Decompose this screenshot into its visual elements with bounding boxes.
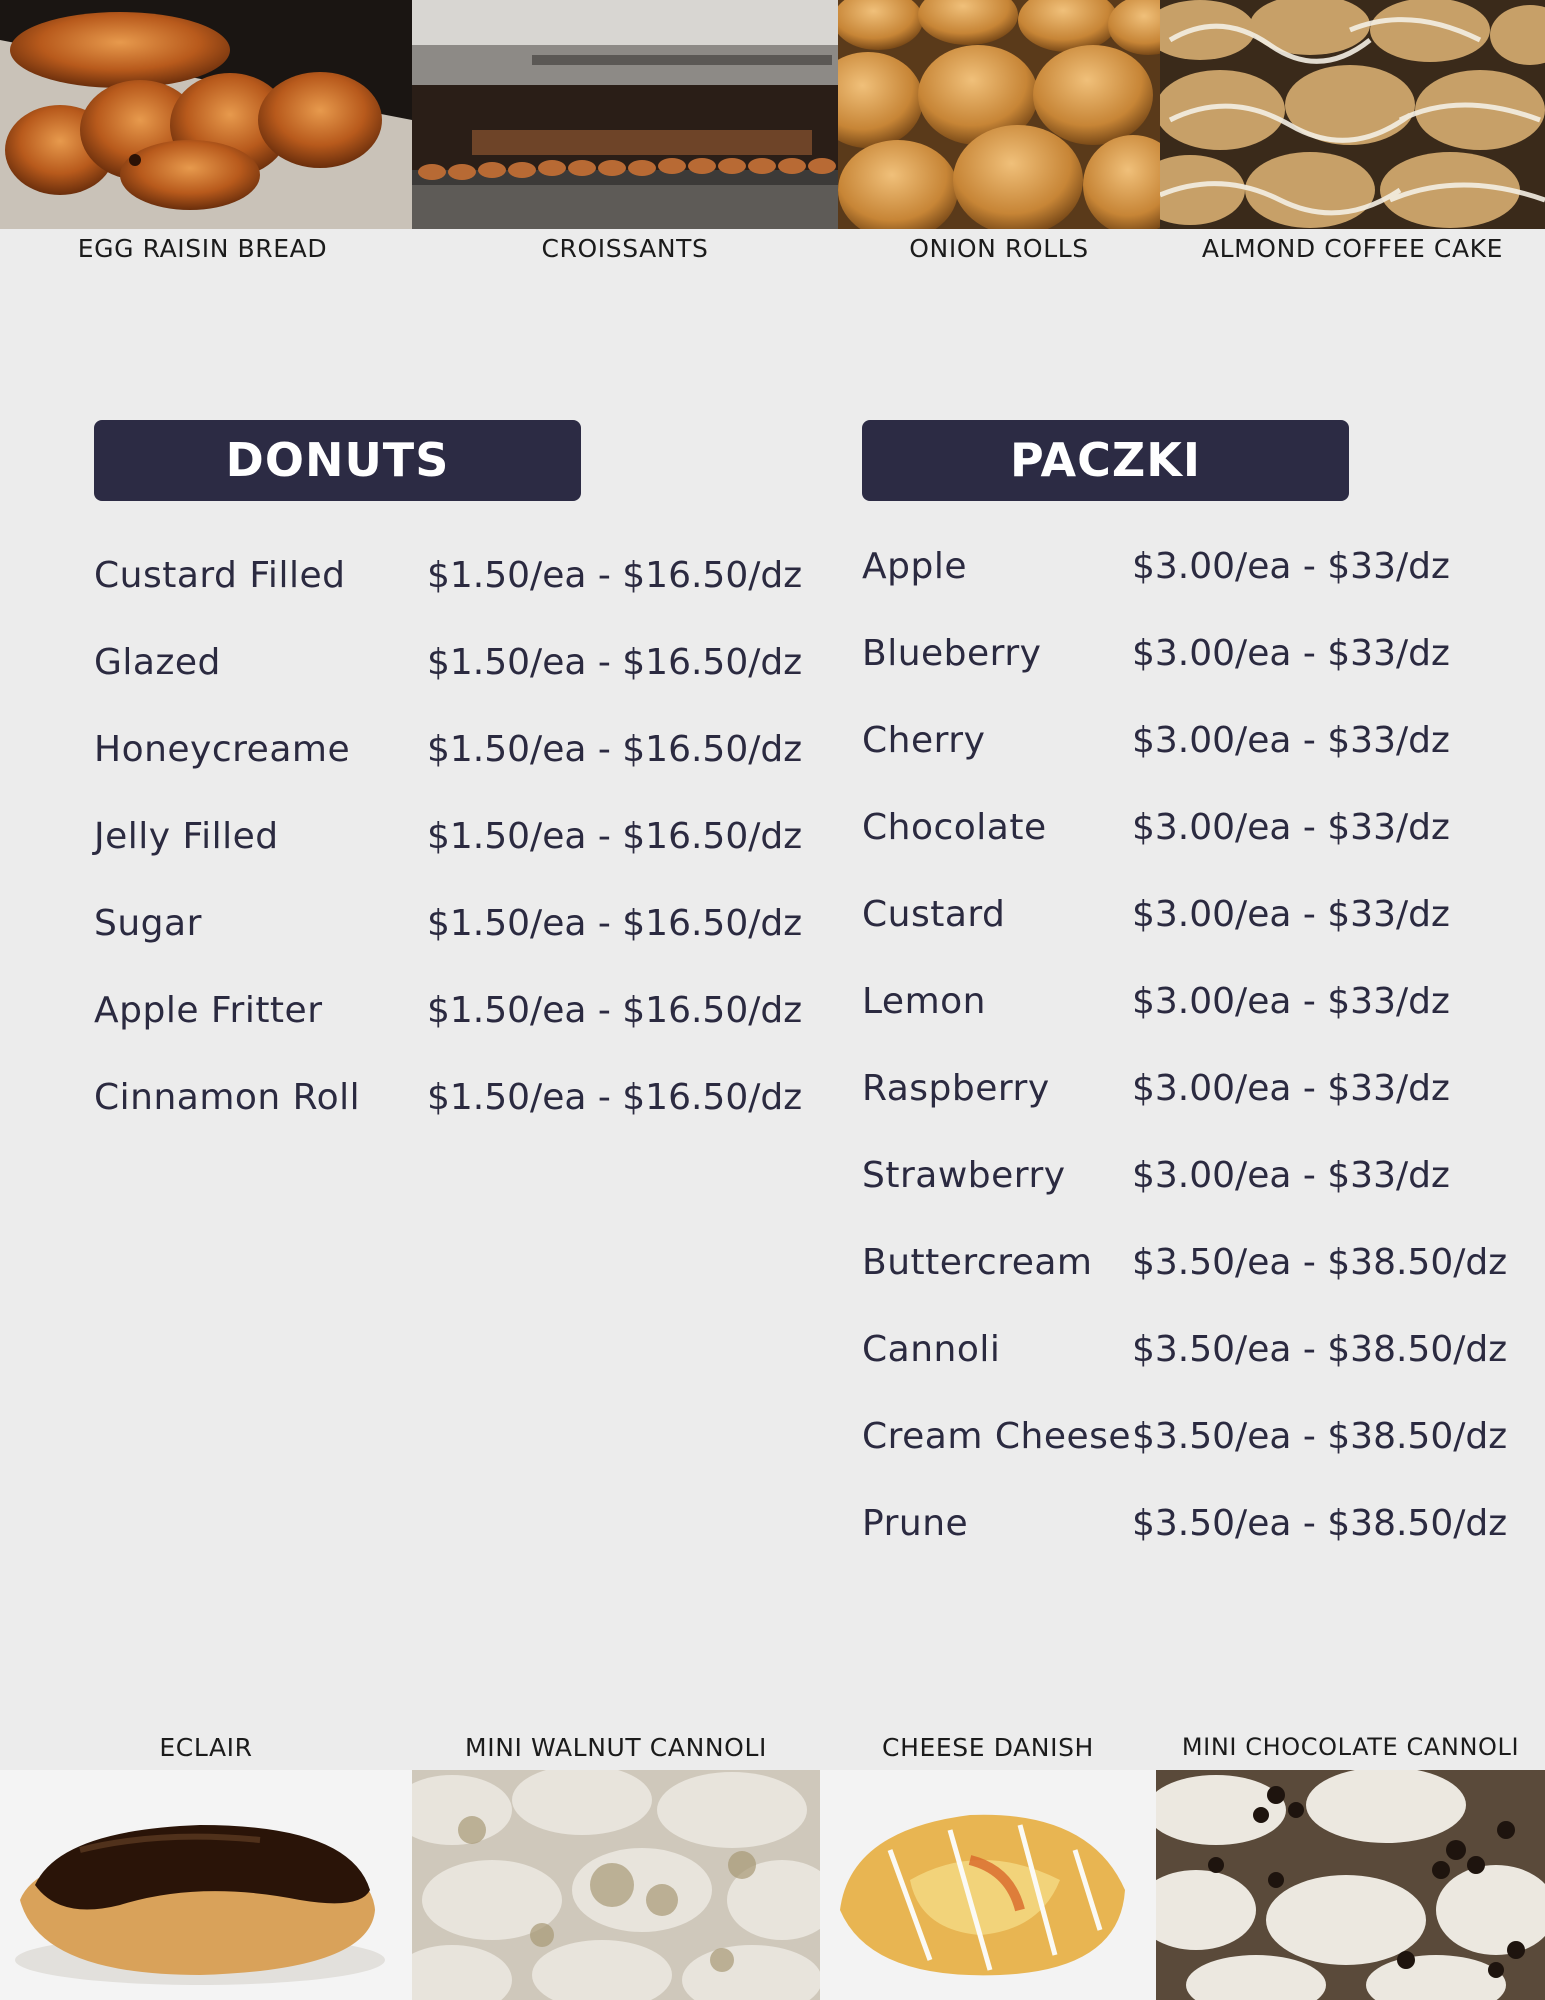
paczki-item-name: Strawberry <box>862 1155 1066 1196</box>
paczki-item-row <box>862 895 1502 982</box>
cheese-danish-photo <box>820 1770 1156 2000</box>
paczki-header: PACZKI <box>862 420 1349 501</box>
caption-eclair: ECLAIR <box>159 1733 253 1762</box>
caption-cheese-danish: CHEESE DANISH <box>882 1733 1094 1762</box>
paczki-item-name: Buttercream <box>862 1242 1093 1283</box>
paczki-item-name: Apple <box>862 546 967 587</box>
donut-item-price: $1.50/ea - $16.50/dz <box>427 729 803 770</box>
caption-mini-chocolate-cannoli: MINI CHOCOLATE CANNOLI <box>1181 1733 1520 1761</box>
paczki-item-row <box>862 1242 1508 1330</box>
donuts-menu-list <box>94 555 803 1165</box>
paczki-item-price: $3.00/ea - $33/dz <box>1132 546 1450 587</box>
paczki-item-row <box>862 808 1502 895</box>
donut-item-row <box>94 1077 803 1165</box>
paczki-item-name: Prune <box>862 1503 969 1544</box>
donut-item-row <box>94 729 803 817</box>
mini-walnut-cannoli-photo <box>412 1770 820 2000</box>
donut-item-row <box>94 642 803 730</box>
paczki-item-name: Chocolate <box>862 807 1047 848</box>
paczki-item-name: Cannoli <box>862 1329 1001 1370</box>
eclair-photo <box>0 1770 412 2000</box>
paczki-item-row <box>862 1156 1502 1243</box>
paczki-item-row <box>862 1069 1502 1156</box>
donut-item-price: $1.50/ea - $16.50/dz <box>427 642 803 683</box>
paczki-item-name: Cherry <box>862 720 986 761</box>
egg-raisin-bread-photo <box>0 0 412 229</box>
mini-chocolate-cannoli-photo <box>1156 1770 1545 2000</box>
paczki-item-row <box>862 1329 1508 1417</box>
donut-item-row <box>94 555 803 643</box>
paczki-menu-list <box>862 546 1508 1591</box>
paczki-item-price: $3.00/ea - $33/dz <box>1132 1068 1450 1109</box>
onion-rolls-photo <box>838 0 1160 229</box>
donut-item-row <box>94 990 803 1078</box>
donut-item-price: $1.50/ea - $16.50/dz <box>427 903 803 944</box>
paczki-item-price: $3.00/ea - $33/dz <box>1132 807 1450 848</box>
donut-item-price: $1.50/ea - $16.50/dz <box>427 1077 803 1118</box>
paczki-item-name: Blueberry <box>862 633 1042 674</box>
caption-almond-coffee-cake: ALMOND COFFEE CAKE <box>1201 234 1504 263</box>
paczki-item-price: $3.50/ea - $38.50/dz <box>1132 1242 1508 1283</box>
almond-coffee-cake-photo <box>1160 0 1545 229</box>
caption-mini-walnut-cannoli: MINI WALNUT CANNOLI <box>465 1733 767 1762</box>
paczki-item-row <box>862 1503 1508 1591</box>
donuts-header: DONUTS <box>94 420 581 501</box>
paczki-item-price: $3.50/ea - $38.50/dz <box>1132 1503 1508 1544</box>
paczki-item-row <box>862 1416 1508 1504</box>
paczki-item-name: Raspberry <box>862 1068 1050 1109</box>
donut-item-price: $1.50/ea - $16.50/dz <box>427 555 803 596</box>
paczki-item-price: $3.00/ea - $33/dz <box>1132 894 1450 935</box>
paczki-item-price: $3.50/ea - $38.50/dz <box>1132 1416 1508 1457</box>
paczki-item-price: $3.00/ea - $33/dz <box>1132 1155 1450 1196</box>
caption-onion-rolls: ONION ROLLS <box>909 234 1089 263</box>
donut-item-price: $1.50/ea - $16.50/dz <box>427 816 803 857</box>
donut-item-row <box>94 816 803 904</box>
paczki-item-price: $3.00/ea - $33/dz <box>1132 720 1450 761</box>
paczki-item-row <box>862 721 1502 808</box>
caption-croissants: CROISSANTS <box>541 234 709 263</box>
donut-item-name: Apple Fritter <box>94 990 323 1031</box>
donut-item-price: $1.50/ea - $16.50/dz <box>427 990 803 1031</box>
donut-item-row <box>94 903 803 991</box>
paczki-item-price: $3.00/ea - $33/dz <box>1132 981 1450 1022</box>
caption-egg-raisin-bread: EGG RAISIN BREAD <box>77 234 328 263</box>
croissants-oven-photo <box>412 0 838 229</box>
paczki-item-row <box>862 547 1502 634</box>
donut-item-name: Sugar <box>94 903 202 944</box>
donut-item-name: Cinnamon Roll <box>94 1077 361 1118</box>
paczki-item-price: $3.50/ea - $38.50/dz <box>1132 1329 1508 1370</box>
paczki-item-row <box>862 982 1502 1069</box>
paczki-item-name: Custard <box>862 894 1006 935</box>
paczki-item-name: Lemon <box>862 981 986 1022</box>
donut-item-name: Glazed <box>94 642 221 683</box>
paczki-item-price: $3.00/ea - $33/dz <box>1132 633 1450 674</box>
paczki-item-row <box>862 634 1502 721</box>
donut-item-name: Honeycreame <box>94 729 351 770</box>
donut-item-name: Jelly Filled <box>94 816 279 857</box>
donut-item-name: Custard Filled <box>94 555 346 596</box>
paczki-item-name: Cream Cheese <box>862 1416 1132 1457</box>
